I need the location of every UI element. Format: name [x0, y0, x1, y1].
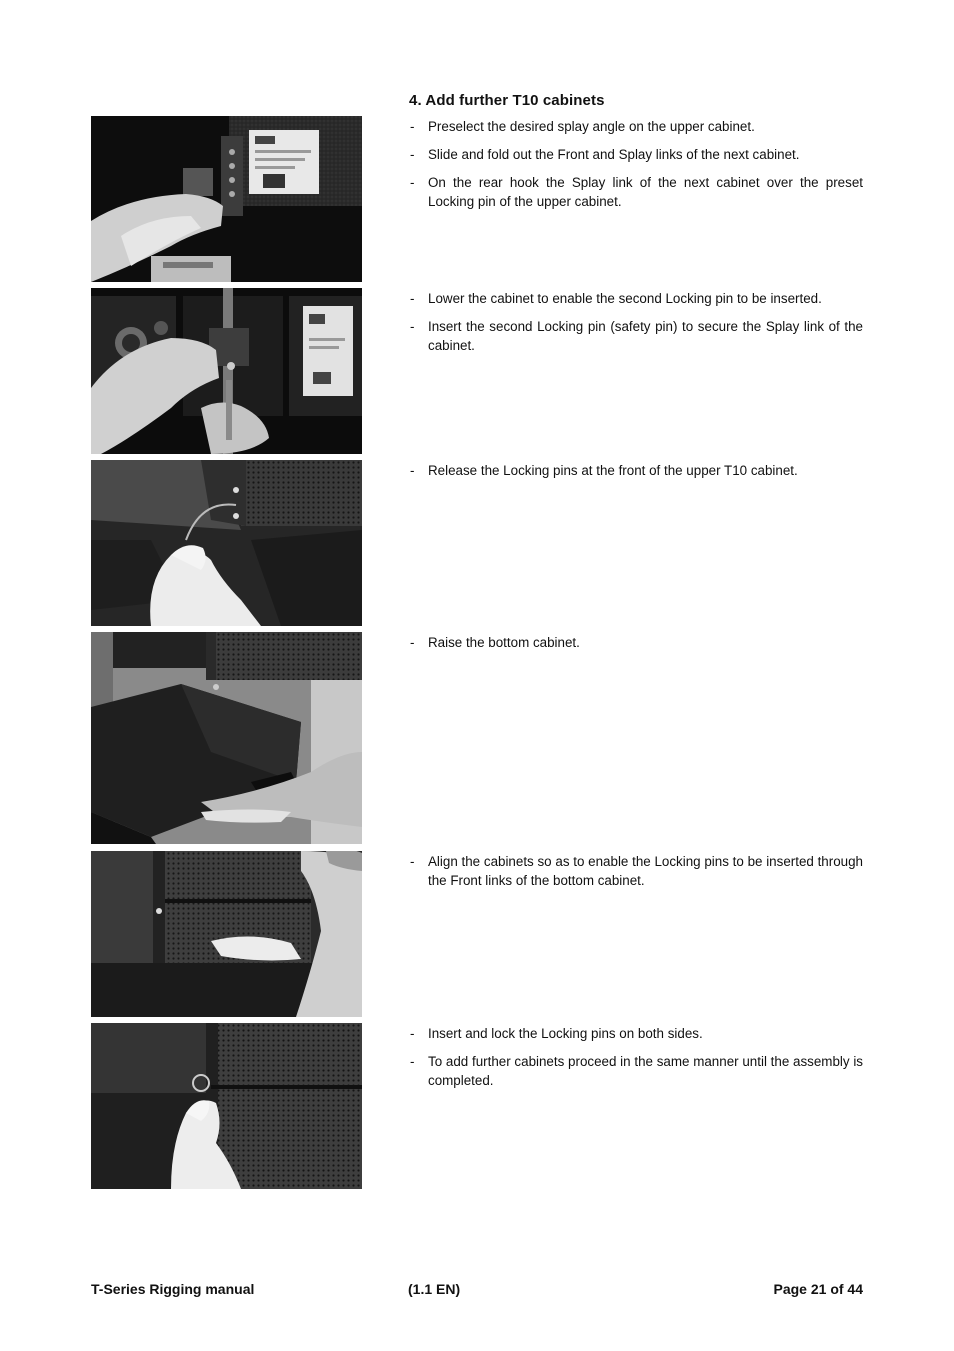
step-1: [409, 117, 863, 220]
list-item: - Raise the bottom cabinet.: [409, 633, 863, 652]
step-6: [409, 1024, 863, 1099]
step-2: [409, 289, 863, 364]
raise-bottom-cabinet-photo: [91, 632, 362, 844]
release-front-pins-photo: [91, 460, 362, 626]
section-title: 4. Add further T10 cabinets: [409, 92, 605, 109]
step-4: [409, 633, 863, 661]
lock-pins-photo: [91, 1023, 362, 1189]
list-item: - On the rear hook the Splay link of the next cabinet over the preset Locking pin of the upper cabinet.: [409, 173, 863, 211]
list-item: - Release the Locking pins at the front of the upper T10 cabinet.: [409, 461, 863, 480]
list-item: - Slide and fold out the Front and Splay links of the next cabinet.: [409, 145, 863, 164]
list-item: - Preselect the desired splay angle on the upper cabinet.: [409, 117, 863, 136]
rear-hook-splay-link-photo: [91, 116, 362, 282]
list-item: - Insert the second Locking pin (safety pin) to secure the Splay link of the cabinet.: [409, 317, 863, 355]
list-item: - Lower the cabinet to enable the second Locking pin to be inserted.: [409, 289, 863, 308]
footer-page-number: Page 21 of 44: [773, 1281, 863, 1297]
insert-locking-pin-photo: [91, 288, 362, 454]
list-item: - Align the cabinets so as to enable the Locking pins to be inserted through the Front links of the bottom cabinet.: [409, 852, 863, 890]
list-item: - Insert and lock the Locking pins on both sides.: [409, 1024, 863, 1043]
step-5: [409, 852, 863, 899]
footer-version: (1.1 EN): [408, 1281, 461, 1297]
list-item: - To add further cabinets proceed in the same manner until the assembly is completed.: [409, 1052, 863, 1090]
footer-document-title: T-Series Rigging manual: [91, 1281, 255, 1297]
step-3: [409, 461, 863, 489]
align-cabinets-photo: [91, 851, 362, 1017]
